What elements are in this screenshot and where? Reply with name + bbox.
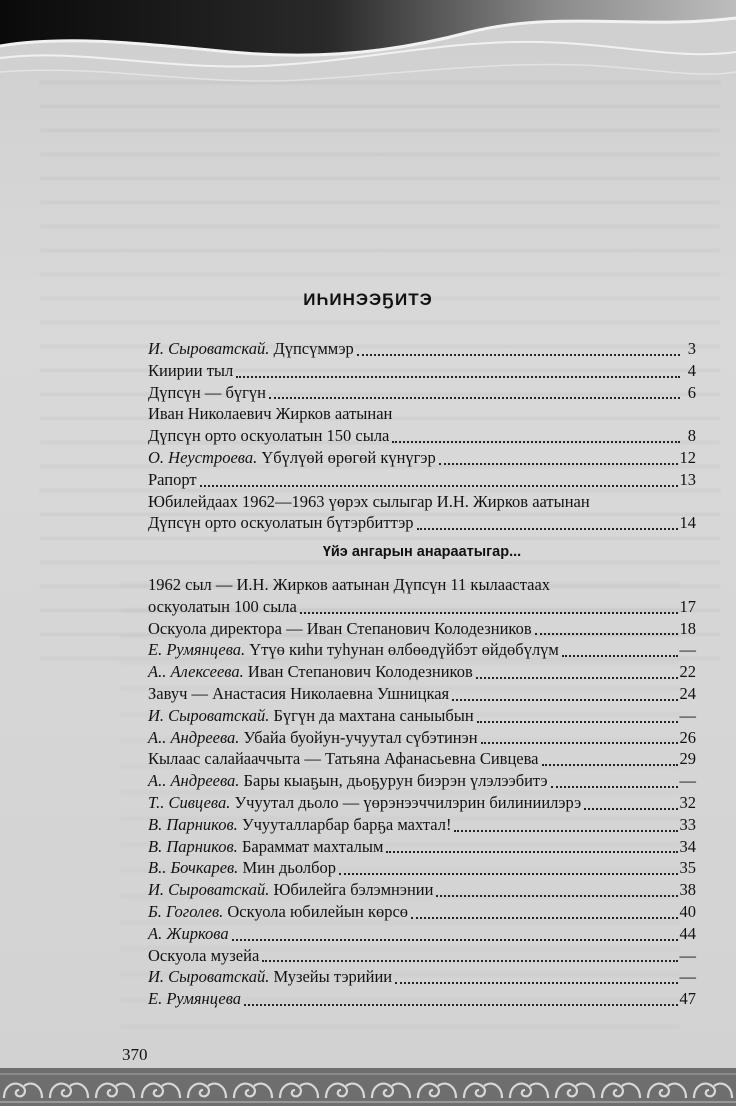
toc-entry-author: А.. Алексеева. bbox=[148, 662, 244, 682]
toc-entry-page: 33 bbox=[679, 814, 696, 834]
toc-entry-text bbox=[148, 382, 266, 404]
toc-leader-dots bbox=[262, 959, 677, 962]
toc-leader-dots bbox=[436, 894, 677, 897]
toc-entry bbox=[148, 988, 696, 1010]
toc-entry bbox=[148, 748, 696, 770]
toc-entry-page: 44 bbox=[679, 923, 696, 943]
toc-entry-title: Дүпсүн — бүгүн bbox=[148, 382, 266, 402]
toc-entry-text bbox=[148, 574, 550, 596]
toc-entry bbox=[148, 966, 696, 988]
toc-entry-page: 40 bbox=[679, 901, 696, 921]
toc-entry-page: 22 bbox=[679, 662, 696, 682]
toc-leader-dots bbox=[386, 850, 677, 853]
toc-entry-title: Юбилейга бэлэмнэнии bbox=[273, 880, 434, 900]
toc-entry-text bbox=[148, 447, 436, 469]
toc-entry-author: Т.. Сивцева. bbox=[148, 792, 231, 812]
toc-entry bbox=[148, 360, 696, 382]
toc-entry-page: 14 bbox=[679, 513, 696, 533]
toc-entry-author: И. Сыроватскай. bbox=[148, 705, 270, 725]
toc-entry-page: 4 bbox=[687, 360, 696, 380]
toc-leader-dots bbox=[357, 353, 680, 356]
toc-entry-title: Дүпсүммэр bbox=[273, 339, 354, 358]
toc-entry bbox=[148, 814, 696, 836]
toc-leader-dots bbox=[454, 829, 677, 832]
toc-leader-dots bbox=[300, 611, 678, 614]
toc-entry-text bbox=[148, 748, 539, 770]
toc-entry-page: 13 bbox=[679, 469, 696, 489]
toc-entry bbox=[148, 901, 696, 923]
toc-entry-text bbox=[148, 705, 474, 727]
toc-entry-title: Оскуола юбилейын көрсө bbox=[227, 901, 409, 921]
toc-entry bbox=[148, 770, 696, 792]
toc-entry-text bbox=[148, 901, 408, 923]
toc-entry-title: Убайа буойун-учуутал сүбэтинэн bbox=[243, 727, 478, 747]
toc-entry-page: 26 bbox=[679, 727, 696, 747]
toc-entry-text bbox=[148, 857, 336, 879]
toc-leader-dots bbox=[562, 654, 678, 657]
toc-entry-author: В.. Бочкарев. bbox=[148, 858, 239, 878]
toc-entry-title: Бараммат махталым bbox=[241, 836, 384, 856]
toc-entry-text bbox=[148, 491, 590, 513]
toc-entry-author: А. Жиркова bbox=[148, 923, 229, 943]
page-number: 370 bbox=[122, 1045, 148, 1064]
toc-entry-title: Мин дьолбор bbox=[242, 858, 336, 878]
toc-entry-text bbox=[148, 618, 532, 640]
toc-entry bbox=[148, 574, 696, 596]
toc-leader-dots bbox=[477, 720, 678, 723]
toc-entry bbox=[148, 792, 696, 814]
toc-entry-page: — bbox=[679, 967, 696, 987]
toc-entry bbox=[148, 705, 696, 727]
toc-leader-dots bbox=[476, 676, 678, 679]
toc-entry-text bbox=[148, 836, 383, 858]
toc-entry-title: Юбилейдаах 1962—1963 үөрэх сылыгар И.Н. Жирков аатынан bbox=[148, 491, 590, 511]
toc-entry-page: 17 bbox=[679, 596, 696, 616]
toc-leader-dots bbox=[439, 462, 678, 465]
toc-leader-dots bbox=[481, 741, 678, 744]
toc-entry-page: 34 bbox=[679, 836, 696, 856]
toc-entry-title: Үтүө киһи туһунан өлбөөдүйбэт өйдөбүлүм bbox=[249, 640, 559, 660]
bottom-ornament-border bbox=[0, 1068, 736, 1106]
toc-entry bbox=[148, 447, 696, 469]
toc-leader-dots bbox=[584, 807, 677, 810]
toc-entry-page: 6 bbox=[687, 382, 696, 402]
toc-entry-author: Б. Гоголев. bbox=[148, 901, 224, 921]
toc-entry-page: 29 bbox=[679, 749, 696, 769]
toc-entry-text bbox=[148, 988, 241, 1010]
toc-entry-title: 1962 сыл — И.Н. Жирков аатынан Дүпсүн 11 кылаастаах bbox=[148, 574, 551, 594]
toc-entry-author: Е. Румянцева bbox=[148, 989, 241, 1009]
toc-entry-title: Оскуола директора — Иван Степанович Колодезников bbox=[148, 618, 532, 638]
toc-entry-title: Музейы тэрийии bbox=[273, 967, 393, 987]
toc-entry bbox=[148, 338, 696, 360]
toc-entry-text bbox=[148, 879, 433, 901]
toc-entry-text bbox=[148, 661, 473, 683]
top-decorative-wave bbox=[0, 0, 736, 120]
toc-entry-title: Оскуола музейа bbox=[148, 945, 260, 965]
toc-entry bbox=[148, 879, 696, 901]
toc-entry-page: 8 bbox=[687, 426, 696, 446]
toc-leader-dots bbox=[542, 763, 678, 766]
toc-entry-text bbox=[148, 923, 229, 945]
toc-leader-dots bbox=[232, 938, 678, 941]
toc-entry-title: Рапорт bbox=[148, 469, 197, 489]
toc-leader-dots bbox=[452, 698, 677, 701]
toc-entry-page: 38 bbox=[679, 880, 696, 900]
toc-leader-dots bbox=[395, 981, 677, 984]
toc-entry-page: 32 bbox=[679, 792, 696, 812]
toc-entry bbox=[148, 857, 696, 879]
toc-entry bbox=[148, 491, 696, 513]
toc-entry-page: — bbox=[679, 705, 696, 725]
toc-entry-title: Бүгүн да махтана саныыбын bbox=[273, 705, 474, 725]
table-of-contents bbox=[148, 338, 696, 1010]
toc-entry-author: О. Неустроева. bbox=[148, 447, 258, 467]
toc-leader-dots bbox=[411, 916, 677, 919]
toc-entry bbox=[148, 639, 696, 661]
toc-entry-text bbox=[148, 596, 297, 618]
toc-entry-page: — bbox=[679, 640, 696, 660]
toc-leader-dots bbox=[236, 375, 680, 378]
toc-entry-title: Учуутал дьоло — үөрэнээччилэрин билиниилэрэ bbox=[234, 792, 582, 812]
toc-entry bbox=[148, 683, 696, 705]
toc-entry-text bbox=[148, 469, 197, 491]
toc-title: ИҺИНЭЭҔИТЭ bbox=[303, 290, 433, 309]
toc-entry bbox=[148, 945, 696, 967]
toc-entry-text bbox=[148, 727, 478, 749]
toc-entry-text bbox=[148, 403, 392, 425]
toc-entry-title: оскуолатын 100 сыла bbox=[148, 596, 297, 616]
toc-entry-text bbox=[148, 814, 451, 836]
toc-entry-title: Бары кыаҕын, дьоҕурун биэрэн үлэлээбитэ bbox=[243, 771, 548, 791]
toc-entry-title: Дүпсүн орто оскуолатын 150 сыла bbox=[148, 426, 390, 446]
toc-entry-title: Кылаас салайааччыта — Татьяна Афанасьевна Сивцева bbox=[148, 749, 539, 769]
toc-entry-author: А.. Андреева. bbox=[148, 771, 240, 791]
toc-entry-page: 35 bbox=[679, 858, 696, 878]
toc-entry-author: Е. Румянцева. bbox=[148, 640, 246, 660]
toc-entry-author: А.. Андреева. bbox=[148, 727, 240, 747]
toc-entry-text bbox=[148, 338, 354, 360]
toc-entry-author: И. Сыроватскай. bbox=[148, 880, 270, 900]
toc-entry-text bbox=[148, 683, 449, 705]
toc-entry-author: И. Сыроватскай. bbox=[148, 967, 270, 987]
toc-entry bbox=[148, 836, 696, 858]
toc-entry-title: Дүпсүн орто оскуолатын бүтэрбиттэр bbox=[148, 513, 414, 533]
toc-entry-title: Иван Степанович Колодезников bbox=[247, 662, 473, 682]
toc-entry bbox=[148, 469, 696, 491]
toc-entry-page: 47 bbox=[679, 989, 696, 1009]
toc-leader-dots bbox=[551, 785, 678, 788]
toc-entry bbox=[148, 727, 696, 749]
toc-entry-author: В. Парников. bbox=[148, 814, 238, 834]
toc-entry-text bbox=[148, 512, 414, 534]
toc-leader-dots bbox=[535, 632, 678, 635]
toc-leader-dots bbox=[200, 484, 678, 487]
toc-entry bbox=[148, 403, 696, 425]
toc-leader-dots bbox=[392, 440, 680, 443]
toc-entry-page: 24 bbox=[679, 683, 696, 703]
toc-entry-author: В. Парников. bbox=[148, 836, 238, 856]
toc-entry bbox=[148, 618, 696, 640]
toc-entry bbox=[148, 923, 696, 945]
toc-leader-dots bbox=[269, 396, 680, 399]
toc-entry-title: Учууталларбар барҕа махтал! bbox=[241, 814, 452, 834]
toc-leader-dots bbox=[417, 527, 678, 530]
toc-entry-page: — bbox=[679, 771, 696, 791]
toc-section-heading: Үйэ ангарын анараатыгар... bbox=[322, 544, 522, 561]
toc-entry bbox=[148, 425, 696, 447]
toc-entry-text bbox=[148, 945, 259, 967]
toc-entry-title: Иван Николаевич Жирков аатынан bbox=[148, 404, 393, 424]
toc-entry-page: 12 bbox=[679, 447, 696, 467]
toc-entry-title: Завуч — Анастасия Николаевна Ушницкая bbox=[148, 683, 450, 703]
toc-leader-dots bbox=[244, 1003, 678, 1006]
toc-entry-author: И. Сыроватскай. bbox=[148, 339, 270, 358]
toc-entry-text bbox=[148, 425, 389, 447]
toc-entry-page: 18 bbox=[679, 618, 696, 638]
toc-entry-text bbox=[148, 770, 548, 792]
toc-entry-title: Киирии тыл bbox=[148, 360, 234, 380]
toc-leader-dots bbox=[339, 872, 678, 875]
toc-entry-text bbox=[148, 792, 581, 814]
toc-entry-text bbox=[148, 639, 559, 661]
toc-entry-title: Үбүлүөй өрөгөй күнүгэр bbox=[261, 447, 436, 467]
toc-entry-text bbox=[148, 360, 233, 382]
toc-entry bbox=[148, 661, 696, 683]
toc-entry-page: — bbox=[679, 945, 696, 965]
toc-entry bbox=[148, 382, 696, 404]
toc-entry bbox=[148, 512, 696, 534]
toc-entry bbox=[148, 596, 696, 618]
toc-entry-text bbox=[148, 966, 392, 988]
toc-entry-page: 3 bbox=[687, 339, 696, 358]
